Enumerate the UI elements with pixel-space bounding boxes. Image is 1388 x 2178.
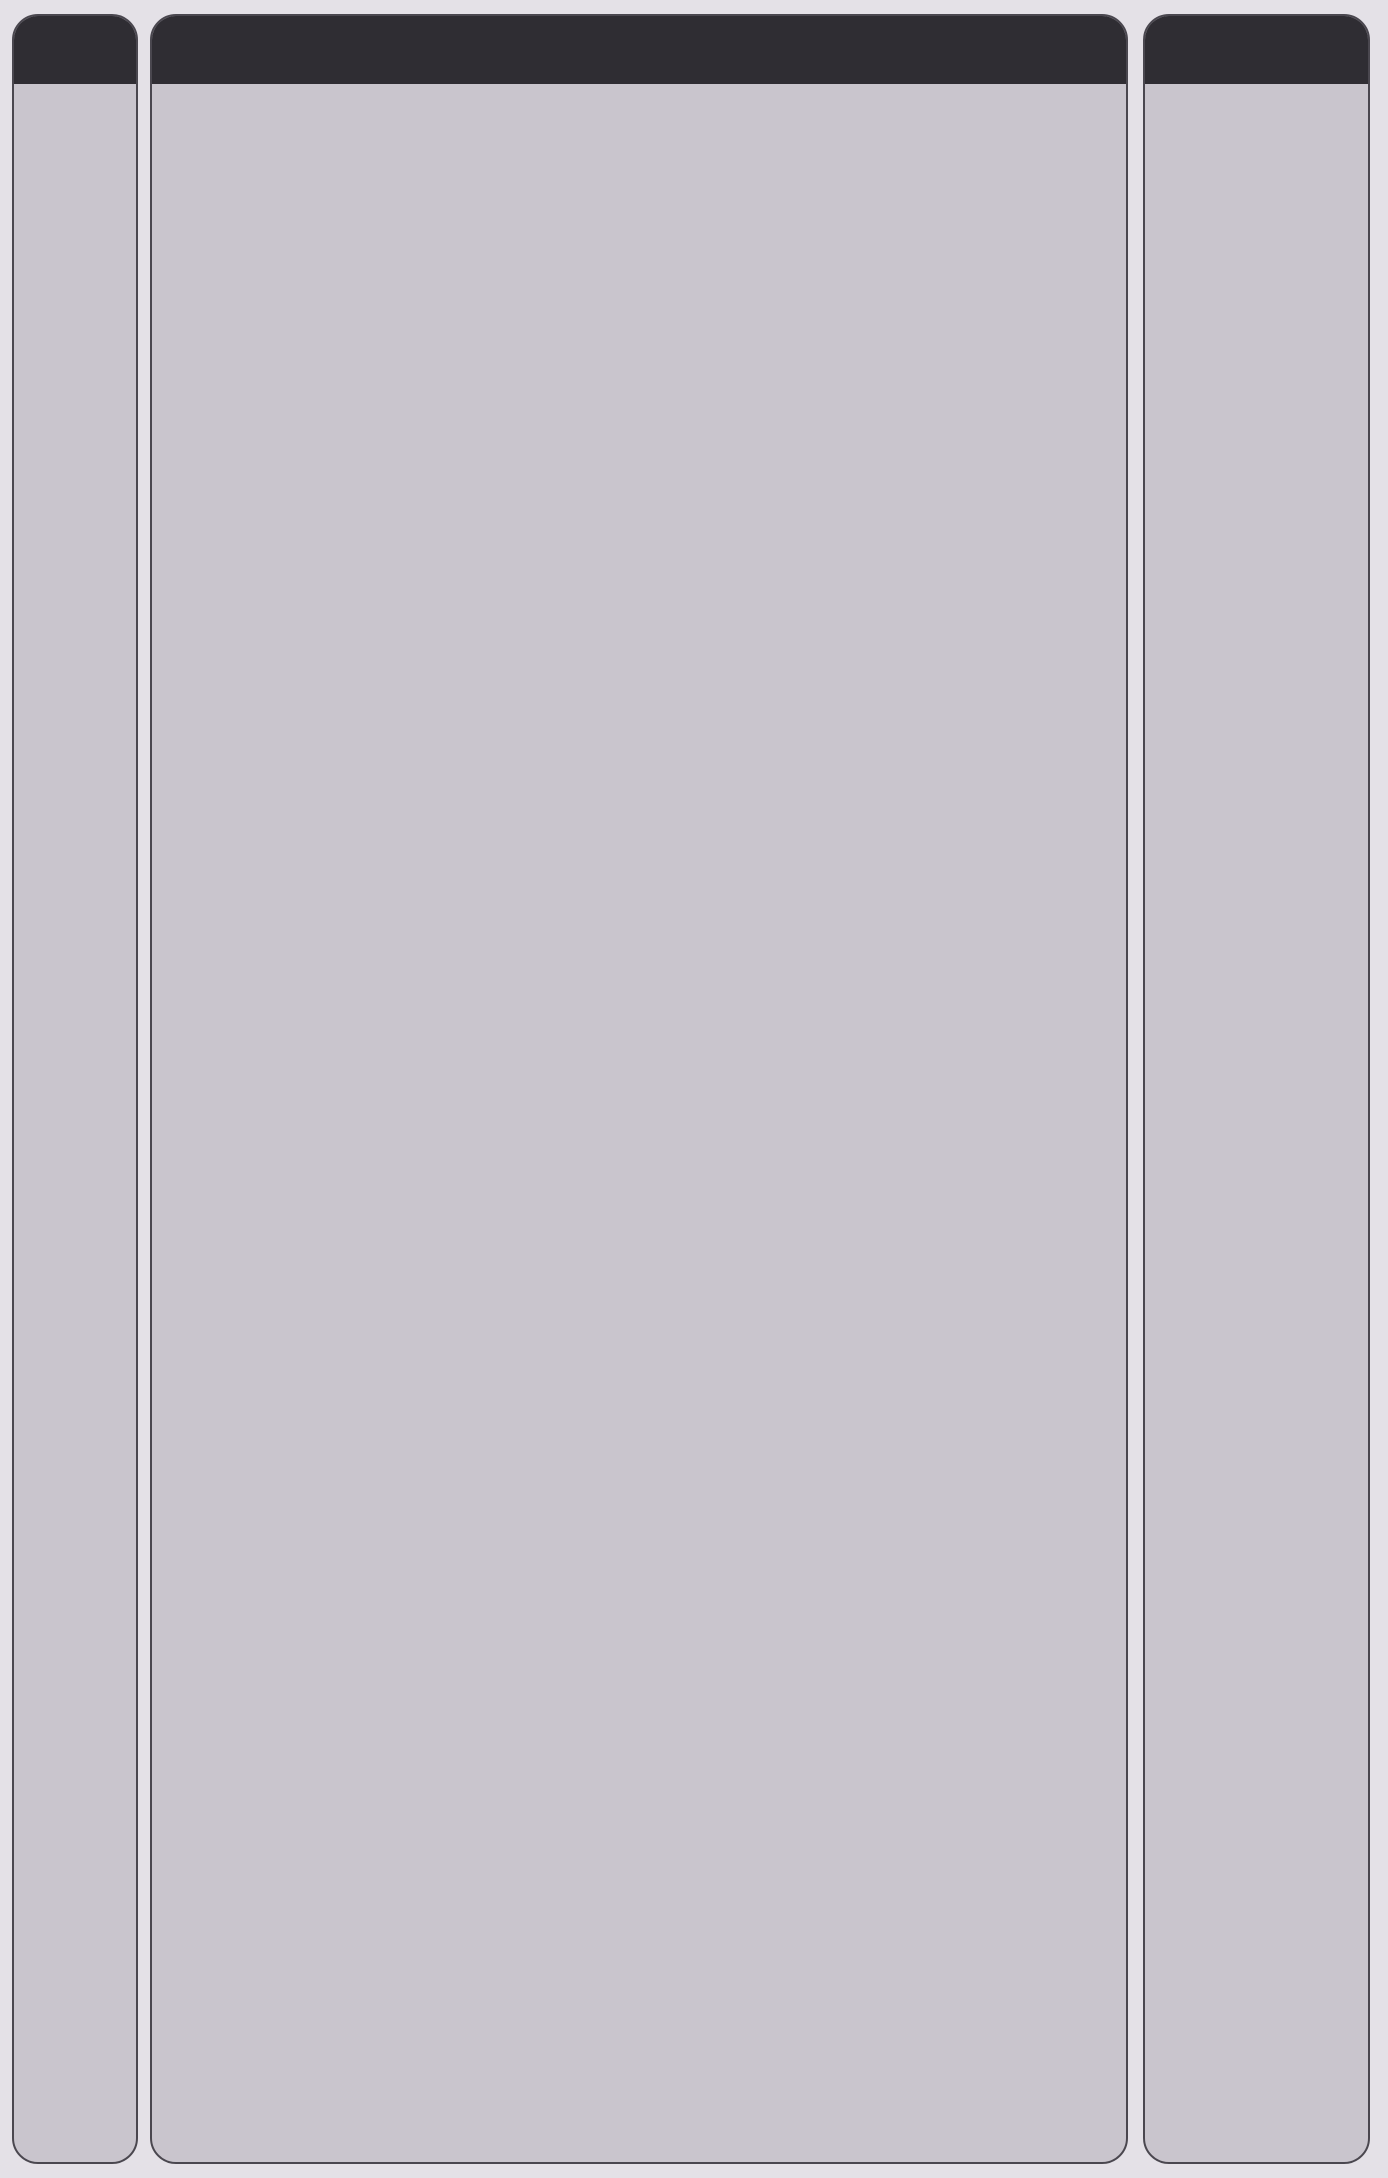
serial-header	[14, 16, 136, 84]
page-column	[1143, 14, 1370, 2164]
serial-column	[12, 14, 138, 2164]
subject-header	[152, 16, 1126, 84]
subject-column	[150, 14, 1128, 2164]
page-header	[1145, 16, 1368, 84]
